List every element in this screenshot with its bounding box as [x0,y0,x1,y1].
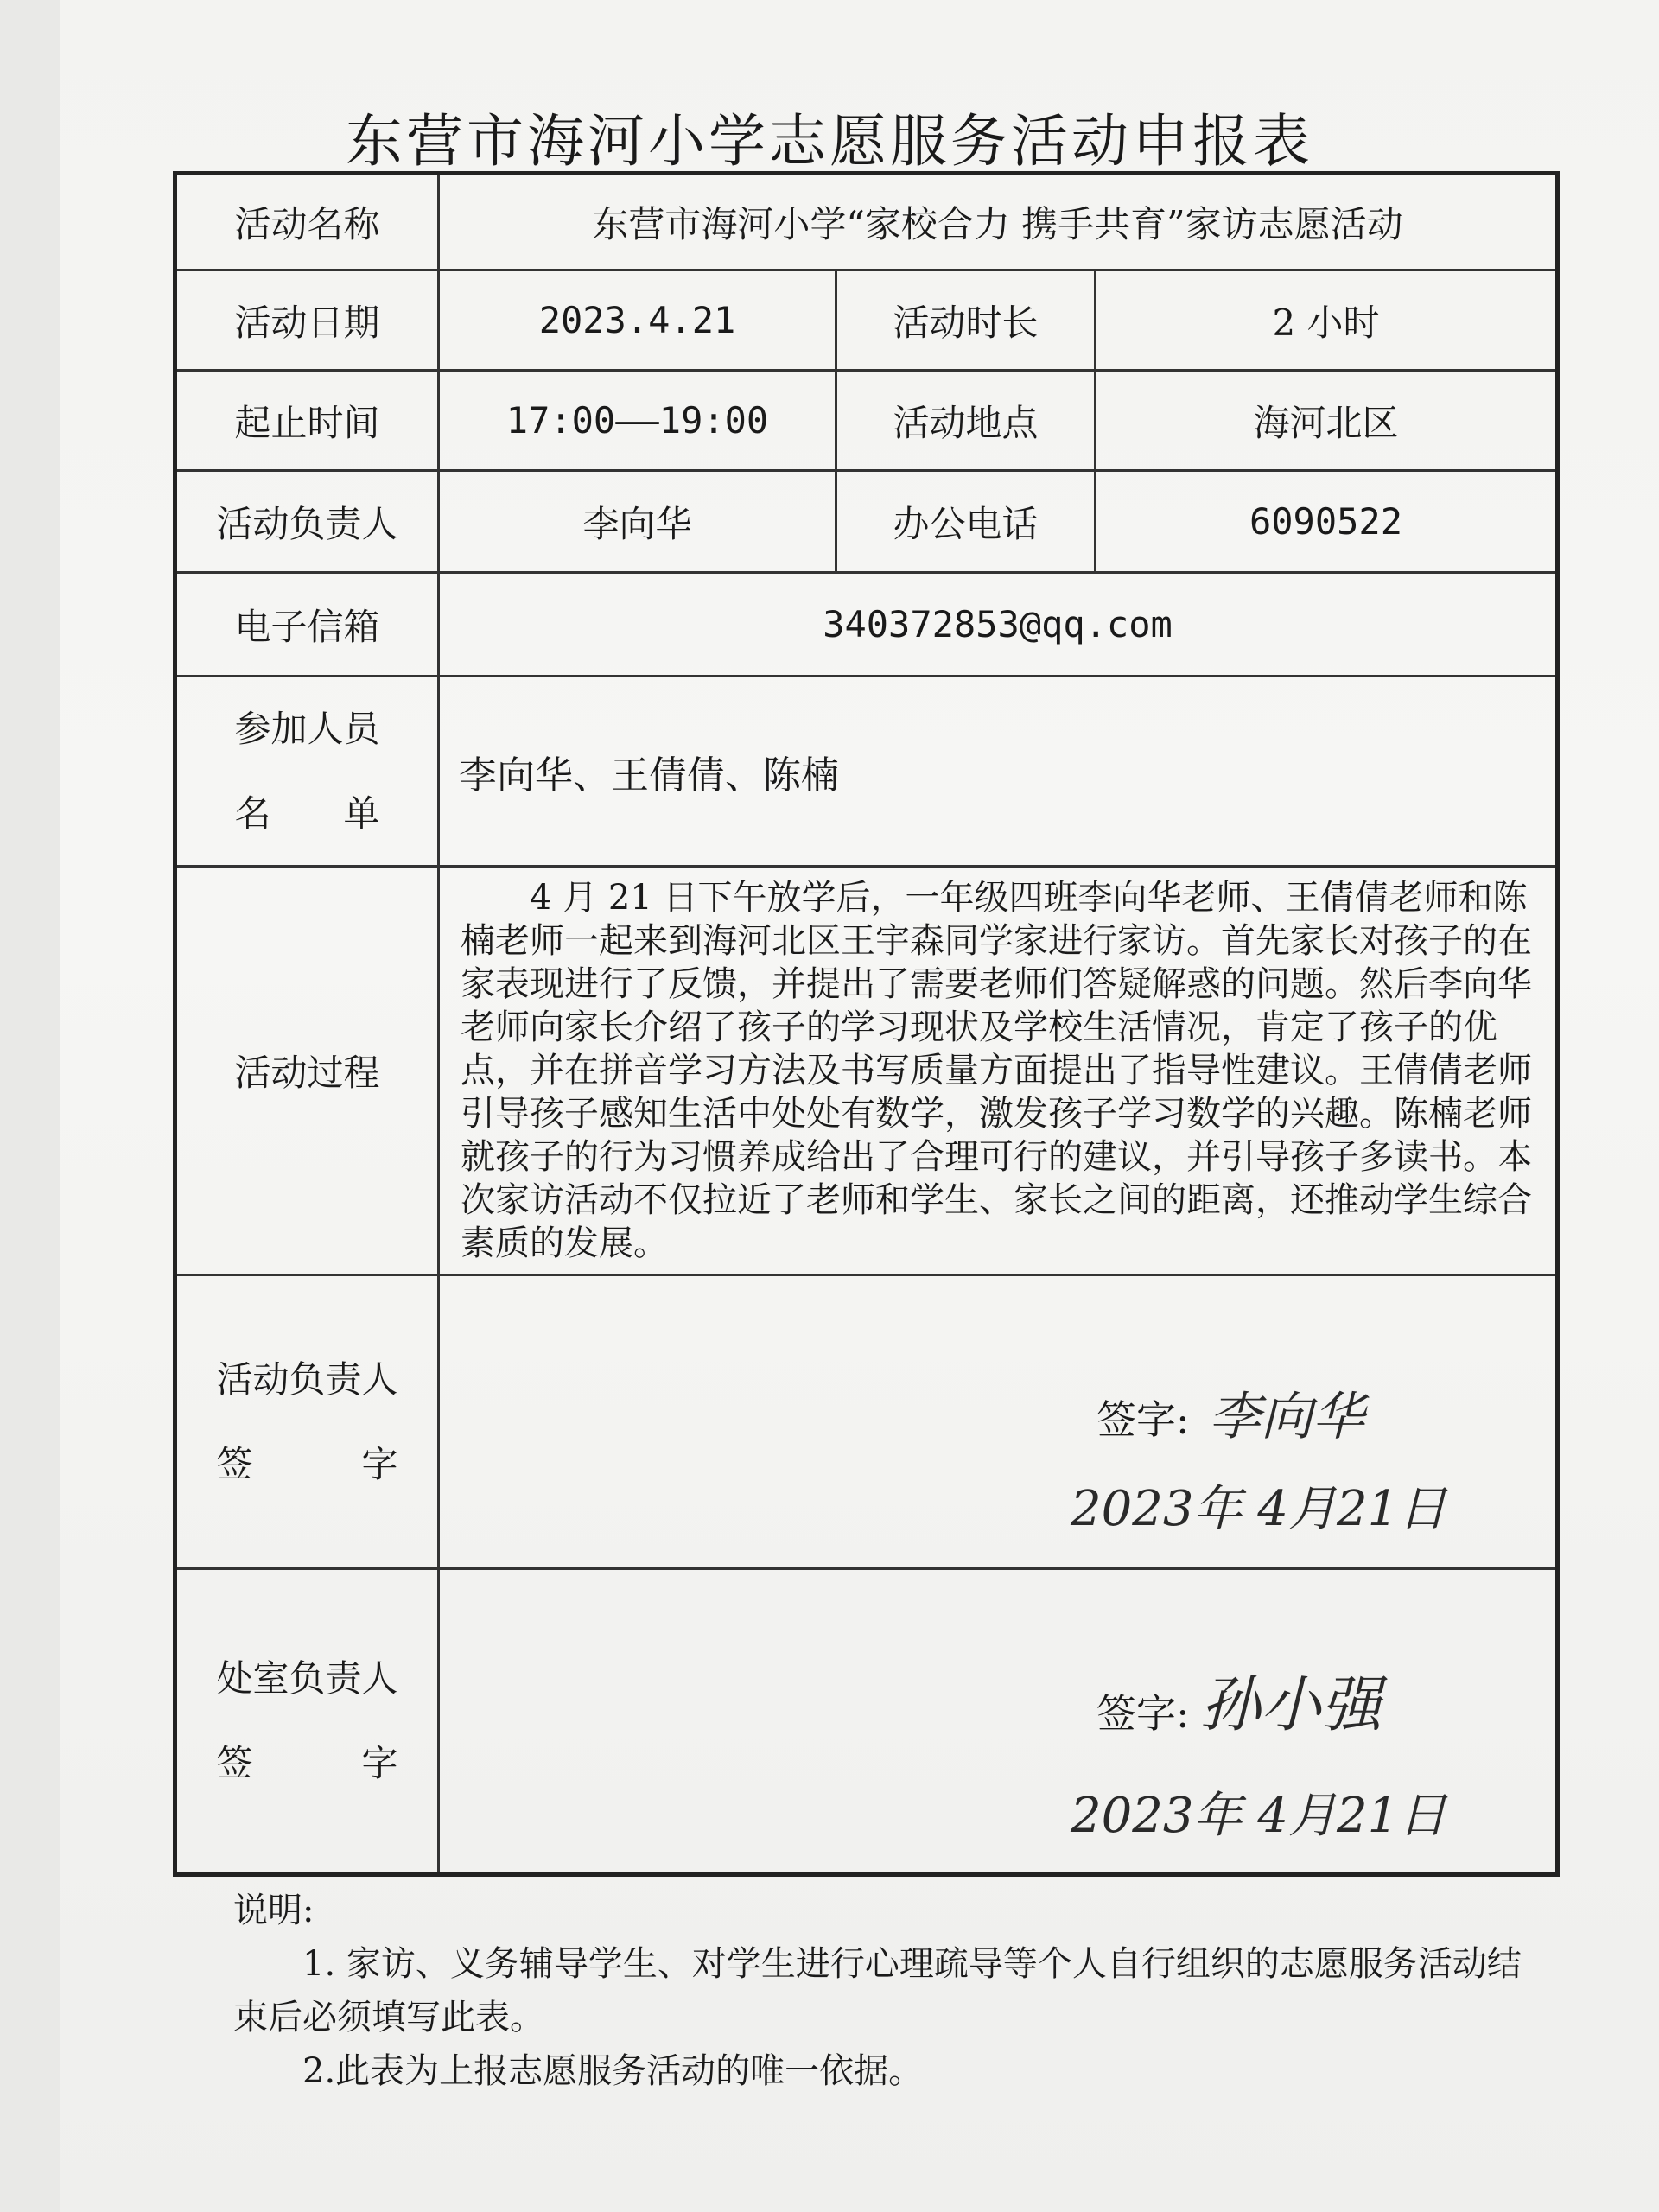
leader-sign-prefix: 签字: [1096,1396,1190,1443]
duration-label: 活动时长 [836,270,1096,371]
leader-sign-label-line2: 签 字 [216,1442,398,1485]
location-label: 活动地点 [836,371,1096,471]
time-value: 17:00——19:00 [439,371,836,471]
date-label: 活动日期 [175,270,439,371]
row-participants [175,677,1558,867]
office-signature-cell [439,1569,1558,1875]
phone-value: 6090522 [1096,471,1558,573]
office-handwritten-date: 2023年 4月21日 [1071,1788,1447,1844]
row-date [175,270,1558,371]
process-text: 4 月 21 日下午放学后，一年级四班李向华老师、王倩倩老师和陈楠老师一起来到海河北区王宇森同学家进行家访。首先家长对孩子的在家表现进行了反馈，并提出了需要老师们答疑解惑的问题。然后李向华老师向家长介绍了孩子的学习现状及学校生活情况，肯定了孩子的优点，并在拼音学习方法及书写质量方面提出了指导性建议。王倩倩老师引导孩子感知生活中处处有数学，激发孩子学习数学的兴趣。陈楠老师就孩子的行为习惯养成给出了合理可行的建议，并引导孩子多读书。本次家访活动不仅拉近了老师和学生、家长之间的距离，还推动学生综合素质的发展。 [461,878,1532,1263]
email-value: 340372853@qq.com [439,573,1558,677]
participants-value: 李向华、王倩倩、陈楠 [439,677,1558,867]
office-sign-prefix: 签字: [1096,1690,1190,1737]
row-leader-signature [175,1275,1558,1569]
office-sign-label-line2: 签 字 [216,1742,398,1784]
notes-item-2: 2.此表为上报志愿服务活动的唯一依据。 [302,2051,924,2091]
row-time [175,371,1558,471]
form-title: 东营市海河小学志愿服务活动申报表 [346,108,1313,175]
activity-name-value: 东营市海河小学“家校合力 携手共育”家访志愿活动 [439,174,1558,270]
process-label: 活动过程 [175,867,439,1275]
leader-sign-label [175,1275,439,1569]
location-value: 海河北区 [1096,371,1558,471]
participants-label [175,677,439,867]
leader-sign-label-line1: 活动负责人 [216,1357,398,1401]
office-sign-label-line1: 处室负责人 [216,1657,398,1700]
leader-handwritten-date: 2023年 4月21日 [1071,1481,1447,1537]
leader-label: 活动负责人 [175,471,439,573]
duration-value: 2 小时 [1096,270,1558,371]
phone-label: 办公电话 [836,471,1096,573]
row-leader [175,471,1558,573]
office-handwritten-signature: 孙小强 [1200,1669,1382,1740]
participants-label-line1: 参加人员 [234,707,380,750]
leader-signature-cell [439,1275,1558,1569]
notes-section [233,1884,1547,2098]
time-label: 起止时间 [175,371,439,471]
row-process [175,867,1558,1275]
process-text-cell [439,867,1558,1275]
leader-value: 李向华 [439,471,836,573]
notes-item-1: 1. 家访、义务辅导学生、对学生进行心理疏导等个人自行组织的志愿服务活动结束后必须填写此表。 [233,1944,1522,2037]
application-form-table [173,171,1560,1877]
date-value: 2023.4.21 [439,270,836,371]
participants-label-line2: 名 单 [234,791,380,835]
row-email [175,573,1558,677]
row-office-signature [175,1569,1558,1875]
office-sign-label [175,1569,439,1875]
notes-heading: 说明: [233,1891,315,1930]
activity-name-label: 活动名称 [175,174,439,270]
row-activity-name [175,174,1558,270]
leader-handwritten-signature: 李向华 [1209,1387,1364,1447]
email-label: 电子信箱 [175,573,439,677]
